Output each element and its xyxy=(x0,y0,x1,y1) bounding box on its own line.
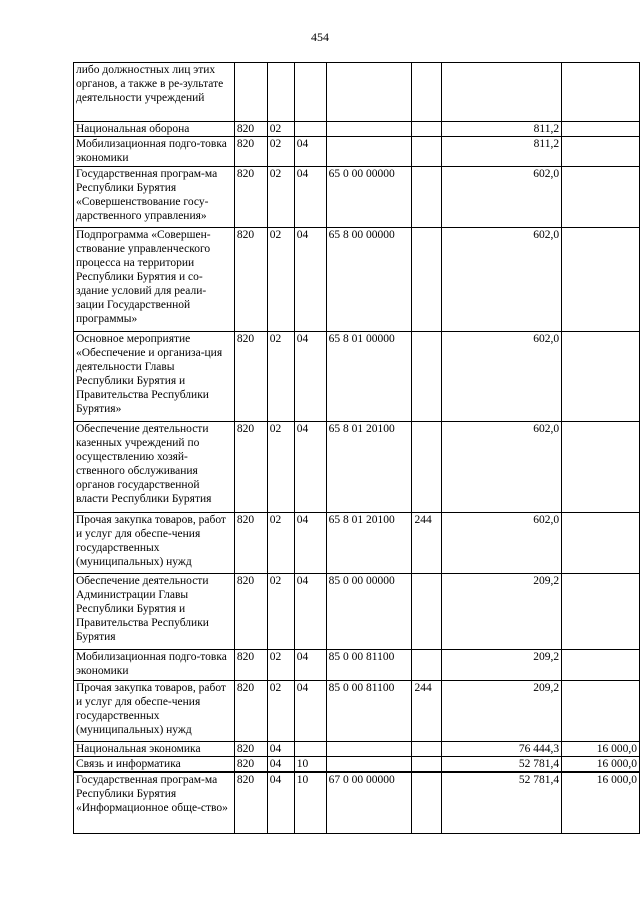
cell-target-article xyxy=(326,63,412,122)
cell-section-code: 02 xyxy=(267,122,294,137)
table-row xyxy=(74,772,640,833)
cell-subsection-code: 04 xyxy=(294,332,326,422)
cell-name: Обеспечение деятельности казенных учреждений по осуществлению хозяй-ственного обслуживания органов государственной власти Республики Бурятия xyxy=(74,422,235,513)
cell-target-article xyxy=(326,742,412,757)
cell-amount-subsidy: 16 000,0 xyxy=(562,757,640,773)
cell-amount: 76 444,3 xyxy=(442,742,562,757)
cell-section-code: 02 xyxy=(267,137,294,167)
cell-expense-type xyxy=(412,422,442,513)
cell-amount: 602,0 xyxy=(442,167,562,228)
cell-subsection-code: 04 xyxy=(294,228,326,332)
cell-amount-subsidy xyxy=(562,681,640,742)
cell-name: Основное мероприятие «Обеспечение и организа-ция деятельности Главы Республики Бурятия и Правительства Республики Бурятия» xyxy=(74,332,235,422)
cell-expense-type xyxy=(412,137,442,167)
cell-ministry-code xyxy=(234,63,267,122)
cell-name: Национальная экономика xyxy=(74,742,235,757)
cell-target-article: 85 0 00 00000 xyxy=(326,574,412,650)
cell-name: Государственная програм-ма Республики Бурятия «Информационное обще-ство» xyxy=(74,772,235,833)
cell-ministry-code: 820 xyxy=(234,681,267,742)
cell-subsection-code: 10 xyxy=(294,772,326,833)
cell-expense-type xyxy=(412,574,442,650)
cell-subsection-code xyxy=(294,742,326,757)
cell-ministry-code: 820 xyxy=(234,332,267,422)
table-row xyxy=(74,422,640,513)
cell-amount: 602,0 xyxy=(442,513,562,574)
page-number: 454 xyxy=(311,30,329,44)
table-row xyxy=(74,122,640,137)
cell-section-code: 02 xyxy=(267,228,294,332)
cell-name: Прочая закупка товаров, работ и услуг для обеспе-чения государственных (муниципальных) нужд xyxy=(74,513,235,574)
cell-ministry-code: 820 xyxy=(234,137,267,167)
cell-section-code: 02 xyxy=(267,422,294,513)
cell-ministry-code: 820 xyxy=(234,167,267,228)
cell-name: Связь и информатика xyxy=(74,757,235,773)
cell-ministry-code: 820 xyxy=(234,574,267,650)
cell-section-code: 04 xyxy=(267,757,294,773)
cell-name: Мобилизационная подго-товка экономики xyxy=(74,650,235,681)
table-row xyxy=(74,137,640,167)
cell-target-article xyxy=(326,137,412,167)
cell-amount-subsidy xyxy=(562,228,640,332)
cell-ministry-code: 820 xyxy=(234,650,267,681)
cell-amount: 209,2 xyxy=(442,574,562,650)
table-row xyxy=(74,757,640,773)
cell-amount: 602,0 xyxy=(442,228,562,332)
table-row xyxy=(74,574,640,650)
cell-amount-subsidy xyxy=(562,574,640,650)
cell-target-article xyxy=(326,122,412,137)
cell-section-code: 02 xyxy=(267,681,294,742)
cell-amount-subsidy xyxy=(562,650,640,681)
cell-amount-subsidy: 16 000,0 xyxy=(562,772,640,833)
cell-subsection-code xyxy=(294,122,326,137)
cell-section-code: 02 xyxy=(267,513,294,574)
cell-amount: 52 781,4 xyxy=(442,772,562,833)
cell-name: Подпрограмма «Совершен-ствование управленческого процесса на территории Республики Бурятия и со-здание условий для реали-зации Государственной программы» xyxy=(74,228,235,332)
cell-expense-type: 244 xyxy=(412,513,442,574)
cell-target-article: 65 0 00 00000 xyxy=(326,167,412,228)
cell-target-article: 85 0 00 81100 xyxy=(326,650,412,681)
cell-section-code xyxy=(267,63,294,122)
cell-name: Обеспечение деятельности Администрации Главы Республики Бурятия и Правительства Республики Бурятия xyxy=(74,574,235,650)
cell-expense-type xyxy=(412,757,442,773)
cell-amount xyxy=(442,63,562,122)
cell-subsection-code: 04 xyxy=(294,650,326,681)
cell-amount: 52 781,4 xyxy=(442,757,562,773)
table-row xyxy=(74,228,640,332)
cell-expense-type xyxy=(412,742,442,757)
cell-ministry-code: 820 xyxy=(234,122,267,137)
table-row xyxy=(74,332,640,422)
cell-target-article xyxy=(326,757,412,773)
cell-ministry-code: 820 xyxy=(234,772,267,833)
table-row xyxy=(74,681,640,742)
budget-table xyxy=(73,62,640,834)
cell-target-article: 65 8 01 20100 xyxy=(326,513,412,574)
cell-expense-type xyxy=(412,650,442,681)
cell-amount-subsidy xyxy=(562,137,640,167)
cell-ministry-code: 820 xyxy=(234,757,267,773)
cell-expense-type xyxy=(412,228,442,332)
cell-amount-subsidy: 16 000,0 xyxy=(562,742,640,757)
cell-amount-subsidy xyxy=(562,513,640,574)
cell-subsection-code xyxy=(294,63,326,122)
cell-amount: 209,2 xyxy=(442,681,562,742)
cell-target-article: 85 0 00 81100 xyxy=(326,681,412,742)
cell-amount-subsidy xyxy=(562,63,640,122)
cell-expense-type xyxy=(412,772,442,833)
cell-name: Государственная програм-ма Республики Бурятия «Совершенствование госу-дарственного управления» xyxy=(74,167,235,228)
cell-amount-subsidy xyxy=(562,422,640,513)
cell-section-code: 02 xyxy=(267,167,294,228)
table-row xyxy=(74,742,640,757)
cell-name: Национальная оборона xyxy=(74,122,235,137)
cell-target-article: 67 0 00 00000 xyxy=(326,772,412,833)
cell-amount: 811,2 xyxy=(442,122,562,137)
cell-expense-type xyxy=(412,122,442,137)
cell-subsection-code: 04 xyxy=(294,681,326,742)
cell-expense-type xyxy=(412,332,442,422)
cell-target-article: 65 8 01 20100 xyxy=(326,422,412,513)
cell-name: Мобилизационная подго-товка экономики xyxy=(74,137,235,167)
cell-target-article: 65 8 01 00000 xyxy=(326,332,412,422)
cell-amount: 811,2 xyxy=(442,137,562,167)
cell-ministry-code: 820 xyxy=(234,422,267,513)
cell-target-article: 65 8 00 00000 xyxy=(326,228,412,332)
cell-subsection-code: 04 xyxy=(294,422,326,513)
cell-name: либо должностных лиц этих органов, а также в ре-зультате деятельности учреждений xyxy=(74,63,235,122)
cell-amount: 602,0 xyxy=(442,332,562,422)
table-row xyxy=(74,513,640,574)
cell-section-code: 04 xyxy=(267,742,294,757)
cell-section-code: 04 xyxy=(267,772,294,833)
cell-amount: 209,2 xyxy=(442,650,562,681)
table-row xyxy=(74,650,640,681)
cell-section-code: 02 xyxy=(267,574,294,650)
cell-expense-type xyxy=(412,167,442,228)
table-row xyxy=(74,167,640,228)
cell-subsection-code: 04 xyxy=(294,574,326,650)
cell-amount-subsidy xyxy=(562,167,640,228)
cell-expense-type xyxy=(412,63,442,122)
cell-section-code: 02 xyxy=(267,650,294,681)
cell-ministry-code: 820 xyxy=(234,513,267,574)
cell-section-code: 02 xyxy=(267,332,294,422)
cell-amount-subsidy xyxy=(562,332,640,422)
cell-ministry-code: 820 xyxy=(234,228,267,332)
cell-subsection-code: 04 xyxy=(294,513,326,574)
cell-ministry-code: 820 xyxy=(234,742,267,757)
table-row xyxy=(74,63,640,122)
cell-amount-subsidy xyxy=(562,122,640,137)
cell-subsection-code: 10 xyxy=(294,757,326,773)
cell-name: Прочая закупка товаров, работ и услуг для обеспе-чения государственных (муниципальных) нужд xyxy=(74,681,235,742)
cell-amount: 602,0 xyxy=(442,422,562,513)
cell-expense-type: 244 xyxy=(412,681,442,742)
cell-subsection-code: 04 xyxy=(294,137,326,167)
cell-subsection-code: 04 xyxy=(294,167,326,228)
